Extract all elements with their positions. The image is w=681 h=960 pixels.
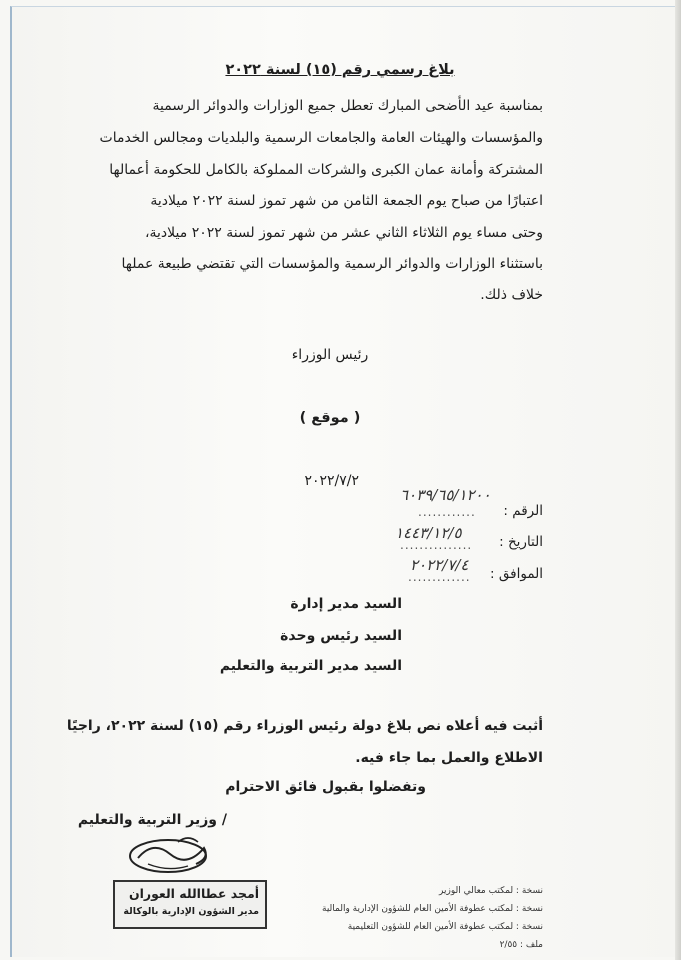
dotted-line: ............. [408,570,471,584]
cc-line: نسخة : لمكتب معالي الوزير [439,886,543,896]
recipient-line: السيد مدير إدارة [290,596,402,612]
reference-corresponding-label: الموافق : [490,566,543,582]
signed-label: ( موقع ) [299,410,361,426]
stamp-name: أمجد عطاالله العوران [128,886,259,901]
reference-date-value: ١٤٤٣/١٢/٥ [395,524,462,542]
cc-line: ملف : ٢/٥٥ [499,940,543,950]
dotted-line: ............ [418,505,476,519]
reference-number-value: ٦٠٣٩/٦٥/١٢٠٠ [400,486,491,504]
note-line: أثبت فيه أعلاه نص بلاغ دولة رئيس الوزراء رقم (١٥) لسنة ٢٠٢٢، راجيًا [66,718,543,734]
signer-title: رئيس الوزراء [291,347,369,363]
body-line: باستثناء الوزارات والدوائر الرسمية والمؤسسات التي تقتضي طبيعة عملها [121,256,543,272]
page-edge-shadow [675,0,681,960]
body-line: خلاف ذلك. [480,287,543,303]
closing-line: وتفضلوا بقبول فائق الاحترام [225,779,426,795]
note-line: الاطلاع والعمل بما جاء فيه. [355,750,543,766]
recipient-line: السيد مدير التربية والتعليم [219,658,402,674]
reference-date-label: التاريخ : [499,534,543,550]
recipient-line: السيد رئيس وحدة [280,628,402,644]
dotted-line: ............... [400,538,473,552]
reference-corresponding-value: ٢٠٢٢/٧/٤ [410,556,469,574]
cc-line: نسخة : لمكتب عطوفة الأمين العام للشؤون الإدارية والمالية [322,904,543,914]
reference-number-label: الرقم : [503,503,543,519]
document-title: بلاغ رسمي رقم (١٥) لسنة ٢٠٢٢ [225,62,455,78]
body-line: اعتبارًا من صباح يوم الجمعة الثامن من شهر تموز لسنة ٢٠٢٢ ميلادية [150,193,543,209]
official-stamp [113,880,267,929]
minister-label: / وزير التربية والتعليم [77,812,227,828]
cc-line: نسخة : لمكتب عطوفة الأمين العام للشؤون التعليمية [347,922,543,932]
stamp-title: مدير الشؤون الإدارية بالوكالة [123,906,259,917]
body-line: بمناسبة عيد الأضحى المبارك تعطل جميع الوزارات والدوائر الرسمية [152,98,543,114]
body-line: المشتركة وأمانة عمان الكبرى والشركات المملوكة بالكامل للحكومة أعمالها [109,162,543,178]
body-line: والمؤسسات والهيئات العامة والجامعات الرسمية والبلديات ومجالس الخدمات [99,130,543,146]
body-line: وحتى مساء يوم الثلاثاء الثاني عشر من شهر تموز لسنة ٢٠٢٢ ميلادية، [145,225,543,241]
issue-date: ٢٠٢٢/٧/٢ [304,473,359,489]
